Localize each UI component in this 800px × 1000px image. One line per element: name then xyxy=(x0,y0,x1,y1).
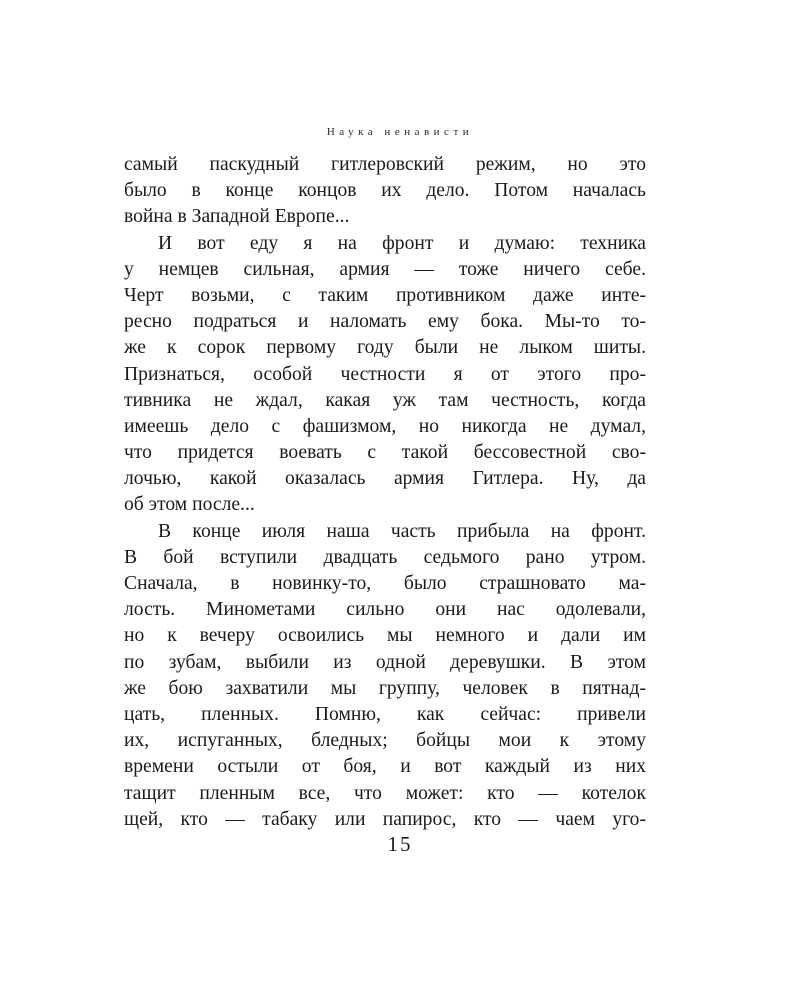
text-line: цать, пленных. Помню, как сейчас: привели xyxy=(124,703,646,725)
text-line: Черт возьми, с таким противником даже инте- xyxy=(124,284,646,306)
page-number: 15 xyxy=(387,832,413,856)
text-line: В конце июля наша часть прибыла на фронт. xyxy=(158,520,646,542)
text-line: Признаться, особой честности я от этого про- xyxy=(124,363,646,385)
text-line: что придется воевать с такой бессовестной сво- xyxy=(124,442,646,464)
body-text xyxy=(124,152,646,833)
text-line: ресно подраться и наломать ему бока. Мы-то то- xyxy=(124,311,646,333)
text-line: лочью, какой оказалась армия Гитлера. Ну, да xyxy=(124,468,646,490)
text-line: же к сорок первому году были не лыком шиты. xyxy=(124,337,646,359)
text-line: самый паскудный гитлеровский режим, но это xyxy=(124,154,646,175)
text-line: времени остыли от боя, и вот каждый из них xyxy=(124,756,646,778)
text-line: по зубам, выбили из одной деревушки. В этом xyxy=(124,651,646,673)
text-line: Сначала, в новинку-то, было страшновато ма- xyxy=(124,573,646,594)
text-line: же бою захватили мы группу, человек в пятнад- xyxy=(124,677,646,699)
text-line: об этом после... xyxy=(124,494,255,516)
text-line: щей, кто — табаку или папирос, кто — чаем уго- xyxy=(124,808,646,830)
text-line: лость. Минометами сильно они нас одолевали, xyxy=(124,599,646,621)
text-line: война в Западной Европе... xyxy=(124,206,350,228)
text-line: И вот еду я на фронт и думаю: техника xyxy=(158,232,646,254)
text-line: имеешь дело с фашизмом, но никогда не думал, xyxy=(124,415,646,437)
text-line: тивника не ждал, какая уж там честность, когда xyxy=(124,389,646,411)
text-line: В бой вступили двадцать седьмого рано утром. xyxy=(124,546,646,568)
text-line: у немцев сильная, армия — тоже ничего себе. xyxy=(124,258,646,280)
text-line: но к вечеру освоились мы немного и дали им xyxy=(124,625,646,647)
running-header: Наука ненависти xyxy=(326,126,474,138)
text-line: тащит пленным все, что может: кто — котелок xyxy=(124,782,646,804)
text-line: было в конце концов их дело. Потом началась xyxy=(124,180,646,202)
text-line: их, испуганных, бледных; бойцы мои к этому xyxy=(124,730,646,752)
